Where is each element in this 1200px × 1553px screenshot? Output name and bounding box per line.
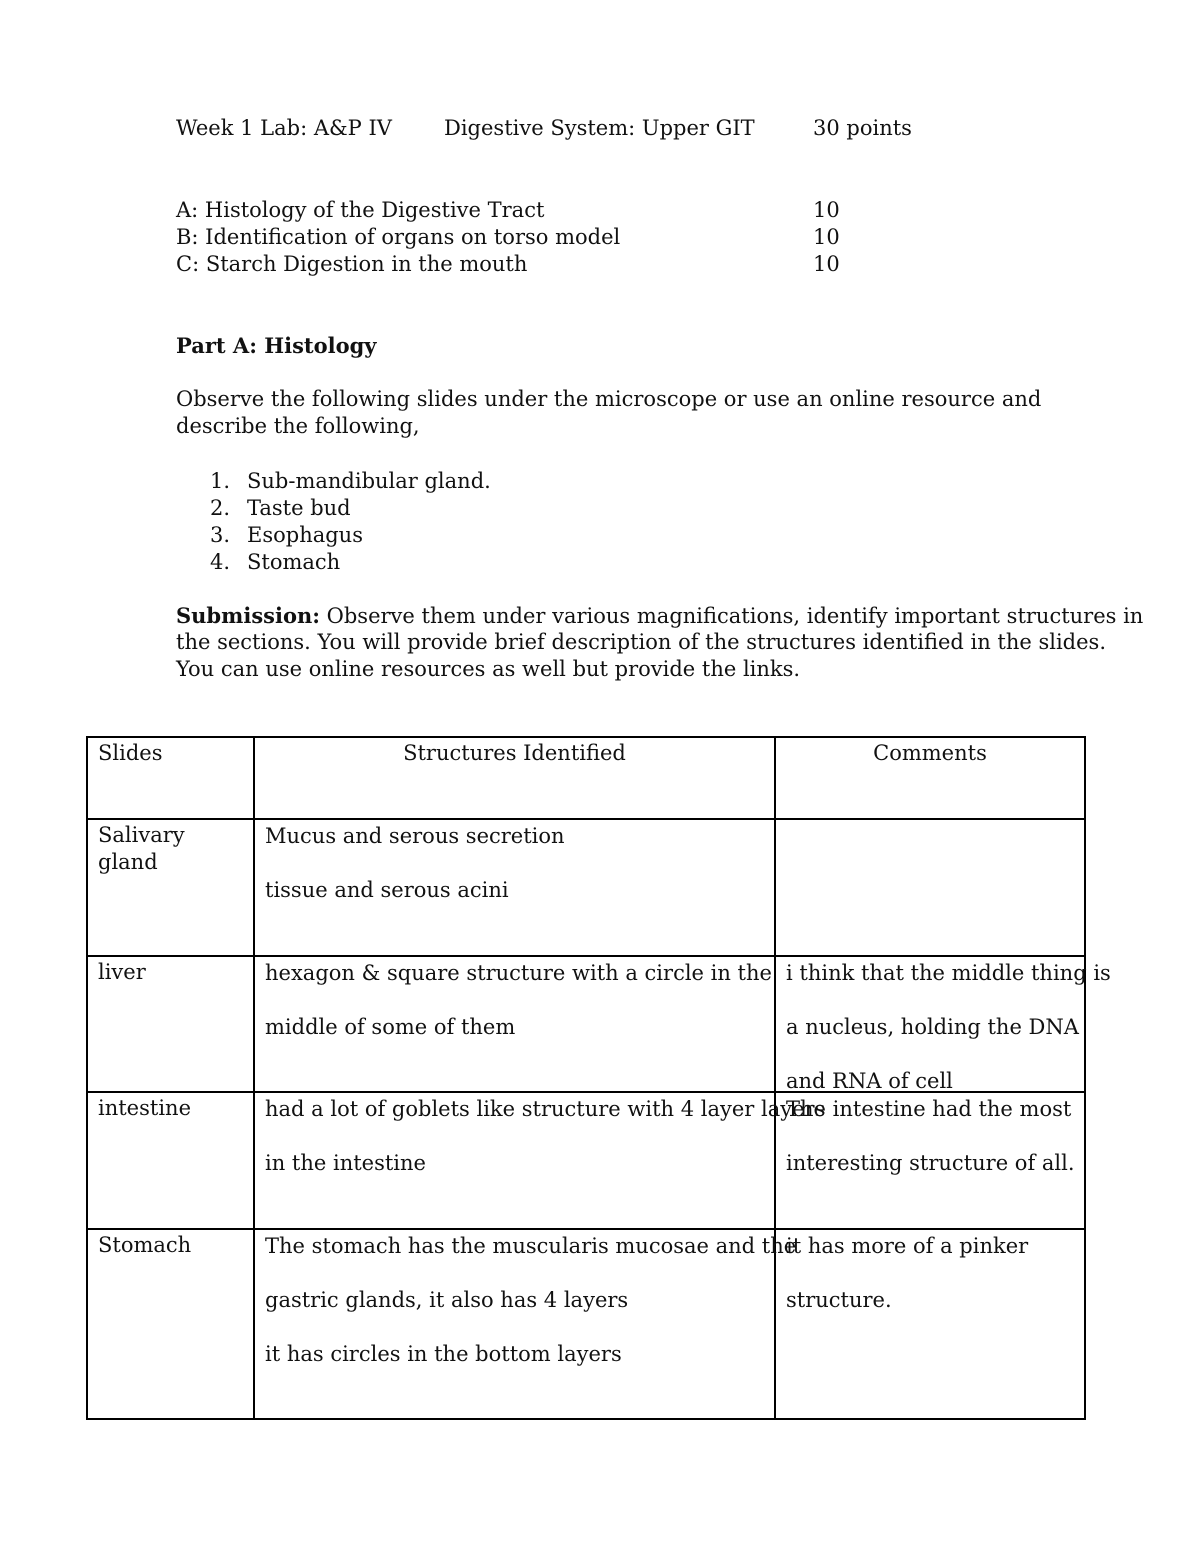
lab-title: Week 1 Lab: A&P IV: [176, 116, 392, 140]
list-text: Stomach: [247, 550, 341, 574]
section-prefix: Part A:: [176, 333, 265, 358]
submission-paragraph: [176, 602, 1144, 683]
column-header: Structures Identified: [254, 737, 775, 819]
comments-cell: [775, 1092, 1085, 1229]
list-number: 3.: [210, 523, 231, 547]
lab-total-points: 30 points: [813, 116, 912, 140]
cell-text: a nucleus, holding the DNA: [786, 1015, 1079, 1039]
grading-label: C: Starch Digestion in the mouth: [176, 252, 528, 276]
cell-text: it has more of a pinker: [786, 1234, 1029, 1258]
slide-name-cell: Stomach: [87, 1229, 254, 1419]
structures-cell: [254, 1092, 826, 1229]
section-title: Histology: [264, 333, 377, 358]
cell-text: hexagon & square structure with a circle in the: [265, 961, 772, 985]
histology-table: [86, 736, 1111, 1420]
table-header-row: [87, 737, 1085, 819]
cell-text: Mucus and serous secretion: [265, 824, 565, 848]
table-row: [87, 819, 1085, 956]
grading-row: [176, 251, 876, 278]
submission-label: Submission:: [176, 603, 320, 628]
cell-text: middle of some of them: [265, 1015, 516, 1039]
instructions-paragraph: Observe the following slides under the microscope or use an online resource and describe the following,: [176, 387, 1042, 438]
grading-label: B: Identification of organs on torso model: [176, 225, 621, 249]
structures-cell: [254, 819, 775, 956]
structures-cell: [254, 1229, 797, 1419]
submission-text: Observe them under various magnifications, identify important structures in: [319, 604, 1144, 628]
section-heading: [176, 332, 376, 359]
comments-cell: [775, 1229, 1085, 1419]
grading-points: 10: [813, 198, 840, 222]
table-row: [87, 1229, 1085, 1419]
column-header: Slides: [87, 737, 254, 819]
grading-points: 10: [813, 225, 840, 249]
cell-text: i think that the middle thing is: [786, 961, 1111, 985]
list-number: 1.: [210, 469, 231, 493]
column-header: Comments: [775, 737, 1085, 819]
grading-row: [176, 197, 876, 224]
slide-name-cell: Salivary gland: [87, 819, 254, 956]
comments-cell: [775, 956, 1111, 1093]
comments-cell: [775, 819, 1085, 956]
cell-text: it has circles in the bottom layers: [265, 1342, 622, 1366]
submission-text: You can use online resources as well but provide the links.: [176, 657, 801, 681]
list-text: Sub-mandibular gland.: [247, 469, 491, 493]
submission-text: the sections. You will provide brief description of the structures identified in the slides.: [176, 630, 1107, 654]
grading-row: [176, 224, 876, 251]
grading-label: A: Histology of the Digestive Tract: [176, 198, 545, 222]
grading-points: 10: [813, 252, 840, 276]
list-text: Taste bud: [247, 496, 351, 520]
cell-text: and RNA of cell: [786, 1069, 953, 1093]
structures-cell: [254, 956, 775, 1092]
cell-text: interesting structure of all.: [786, 1151, 1075, 1175]
cell-text: structure.: [786, 1288, 892, 1312]
table-row: [87, 956, 1085, 1092]
table-row: [87, 1092, 1085, 1229]
slide-name-cell: intestine: [87, 1092, 254, 1229]
cell-text: The intestine had the most: [786, 1097, 1072, 1121]
list-text: Esophagus: [247, 523, 363, 547]
cell-text: in the intestine: [265, 1151, 426, 1175]
cell-text: The stomach has the muscularis mucosae and the: [265, 1234, 797, 1258]
lab-topic: Digestive System: Upper GIT: [444, 116, 755, 140]
slide-name-cell: liver: [87, 956, 254, 1092]
cell-text: tissue and serous acini: [265, 878, 509, 902]
cell-text: gastric glands, it also has 4 layers: [265, 1288, 629, 1312]
cell-text: had a lot of goblets like structure with 4 layer layers: [265, 1097, 826, 1121]
list-number: 4.: [210, 550, 231, 574]
list-number: 2.: [210, 496, 231, 520]
